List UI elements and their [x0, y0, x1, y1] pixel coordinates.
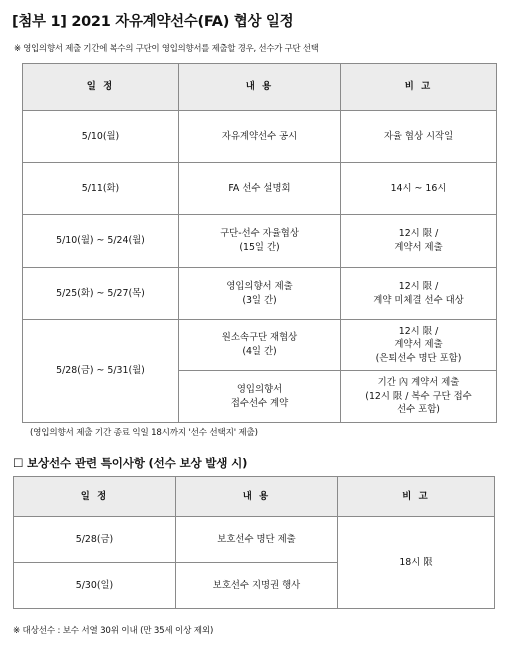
- header-content: 내 용: [179, 64, 341, 111]
- header-schedule: 일 정: [14, 477, 176, 517]
- row-date: 5/11(화): [23, 163, 179, 215]
- row-content: 자유계약선수 공시: [179, 111, 341, 163]
- row-remark: 12시 限 / 계약서 제출: [341, 215, 497, 268]
- row-content: 보호선수 명단 제출: [176, 517, 338, 563]
- header-content: 내 용: [176, 477, 338, 517]
- table-row: [14, 517, 495, 563]
- row-remark: 기간 內 계약서 제출 (12시 限 / 복수 구단 접수 선수 포함): [341, 371, 497, 423]
- row-remark: 자율 협상 시작일: [341, 111, 497, 163]
- header-schedule: 일 정: [23, 64, 179, 111]
- table-row: [23, 268, 497, 320]
- row-remark: 12시 限 / 계약서 제출 (은퇴선수 명단 포함): [341, 320, 497, 371]
- table-header-row: [23, 64, 497, 111]
- page-title: [첨부 1] 2021 자유계약선수(FA) 협상 일정: [12, 14, 294, 30]
- header-remark: 비 고: [338, 477, 495, 517]
- row-remark: 14시 ~ 16시: [341, 163, 497, 215]
- row-date: 5/10(월) ~ 5/24(월): [23, 215, 179, 268]
- target-player-footnote: ※ 대상선수 : 보수 서열 30위 이내 (만 35세 이상 제외): [13, 626, 214, 636]
- row-content: 구단-선수 자율협상 (15일 간): [179, 215, 341, 268]
- row-date: 5/28(금) ~ 5/31(월): [23, 320, 179, 423]
- section-title: ☐ 보상선수 관련 특이사항 (선수 보상 발생 시): [13, 456, 248, 470]
- row-remark: 12시 限 / 계약 미체결 선수 대상: [341, 268, 497, 320]
- row-date: 5/25(화) ~ 5/27(목): [23, 268, 179, 320]
- table-row: [23, 111, 497, 163]
- table-row: [23, 163, 497, 215]
- row-content: 원소속구단 재협상 (4일 간): [179, 320, 341, 371]
- table-header-row: [14, 477, 495, 517]
- row-content: 영입의향서 접수선수 계약: [179, 371, 341, 423]
- submission-footnote: (영입의향서 제출 기간 종료 익일 18시까지 '선수 선택지' 제출): [30, 428, 258, 438]
- row-date: 5/10(월): [23, 111, 179, 163]
- row-content: 영입의향서 제출 (3일 간): [179, 268, 341, 320]
- table-row: [23, 320, 497, 371]
- row-content: FA 선수 설명회: [179, 163, 341, 215]
- fa-schedule-table: [22, 63, 497, 423]
- row-date: 5/30(일): [14, 563, 176, 609]
- row-date: 5/28(금): [14, 517, 176, 563]
- table-row: [23, 215, 497, 268]
- selection-note: ※ 영입의향서 제출 기간에 복수의 구단이 영입의향서를 제출할 경우, 선수가 구단 선택: [14, 43, 319, 53]
- header-remark: 비 고: [341, 64, 497, 111]
- compensation-table: [13, 476, 495, 609]
- row-content: 보호선수 지명권 행사: [176, 563, 338, 609]
- row-remark: 18시 限: [338, 517, 495, 609]
